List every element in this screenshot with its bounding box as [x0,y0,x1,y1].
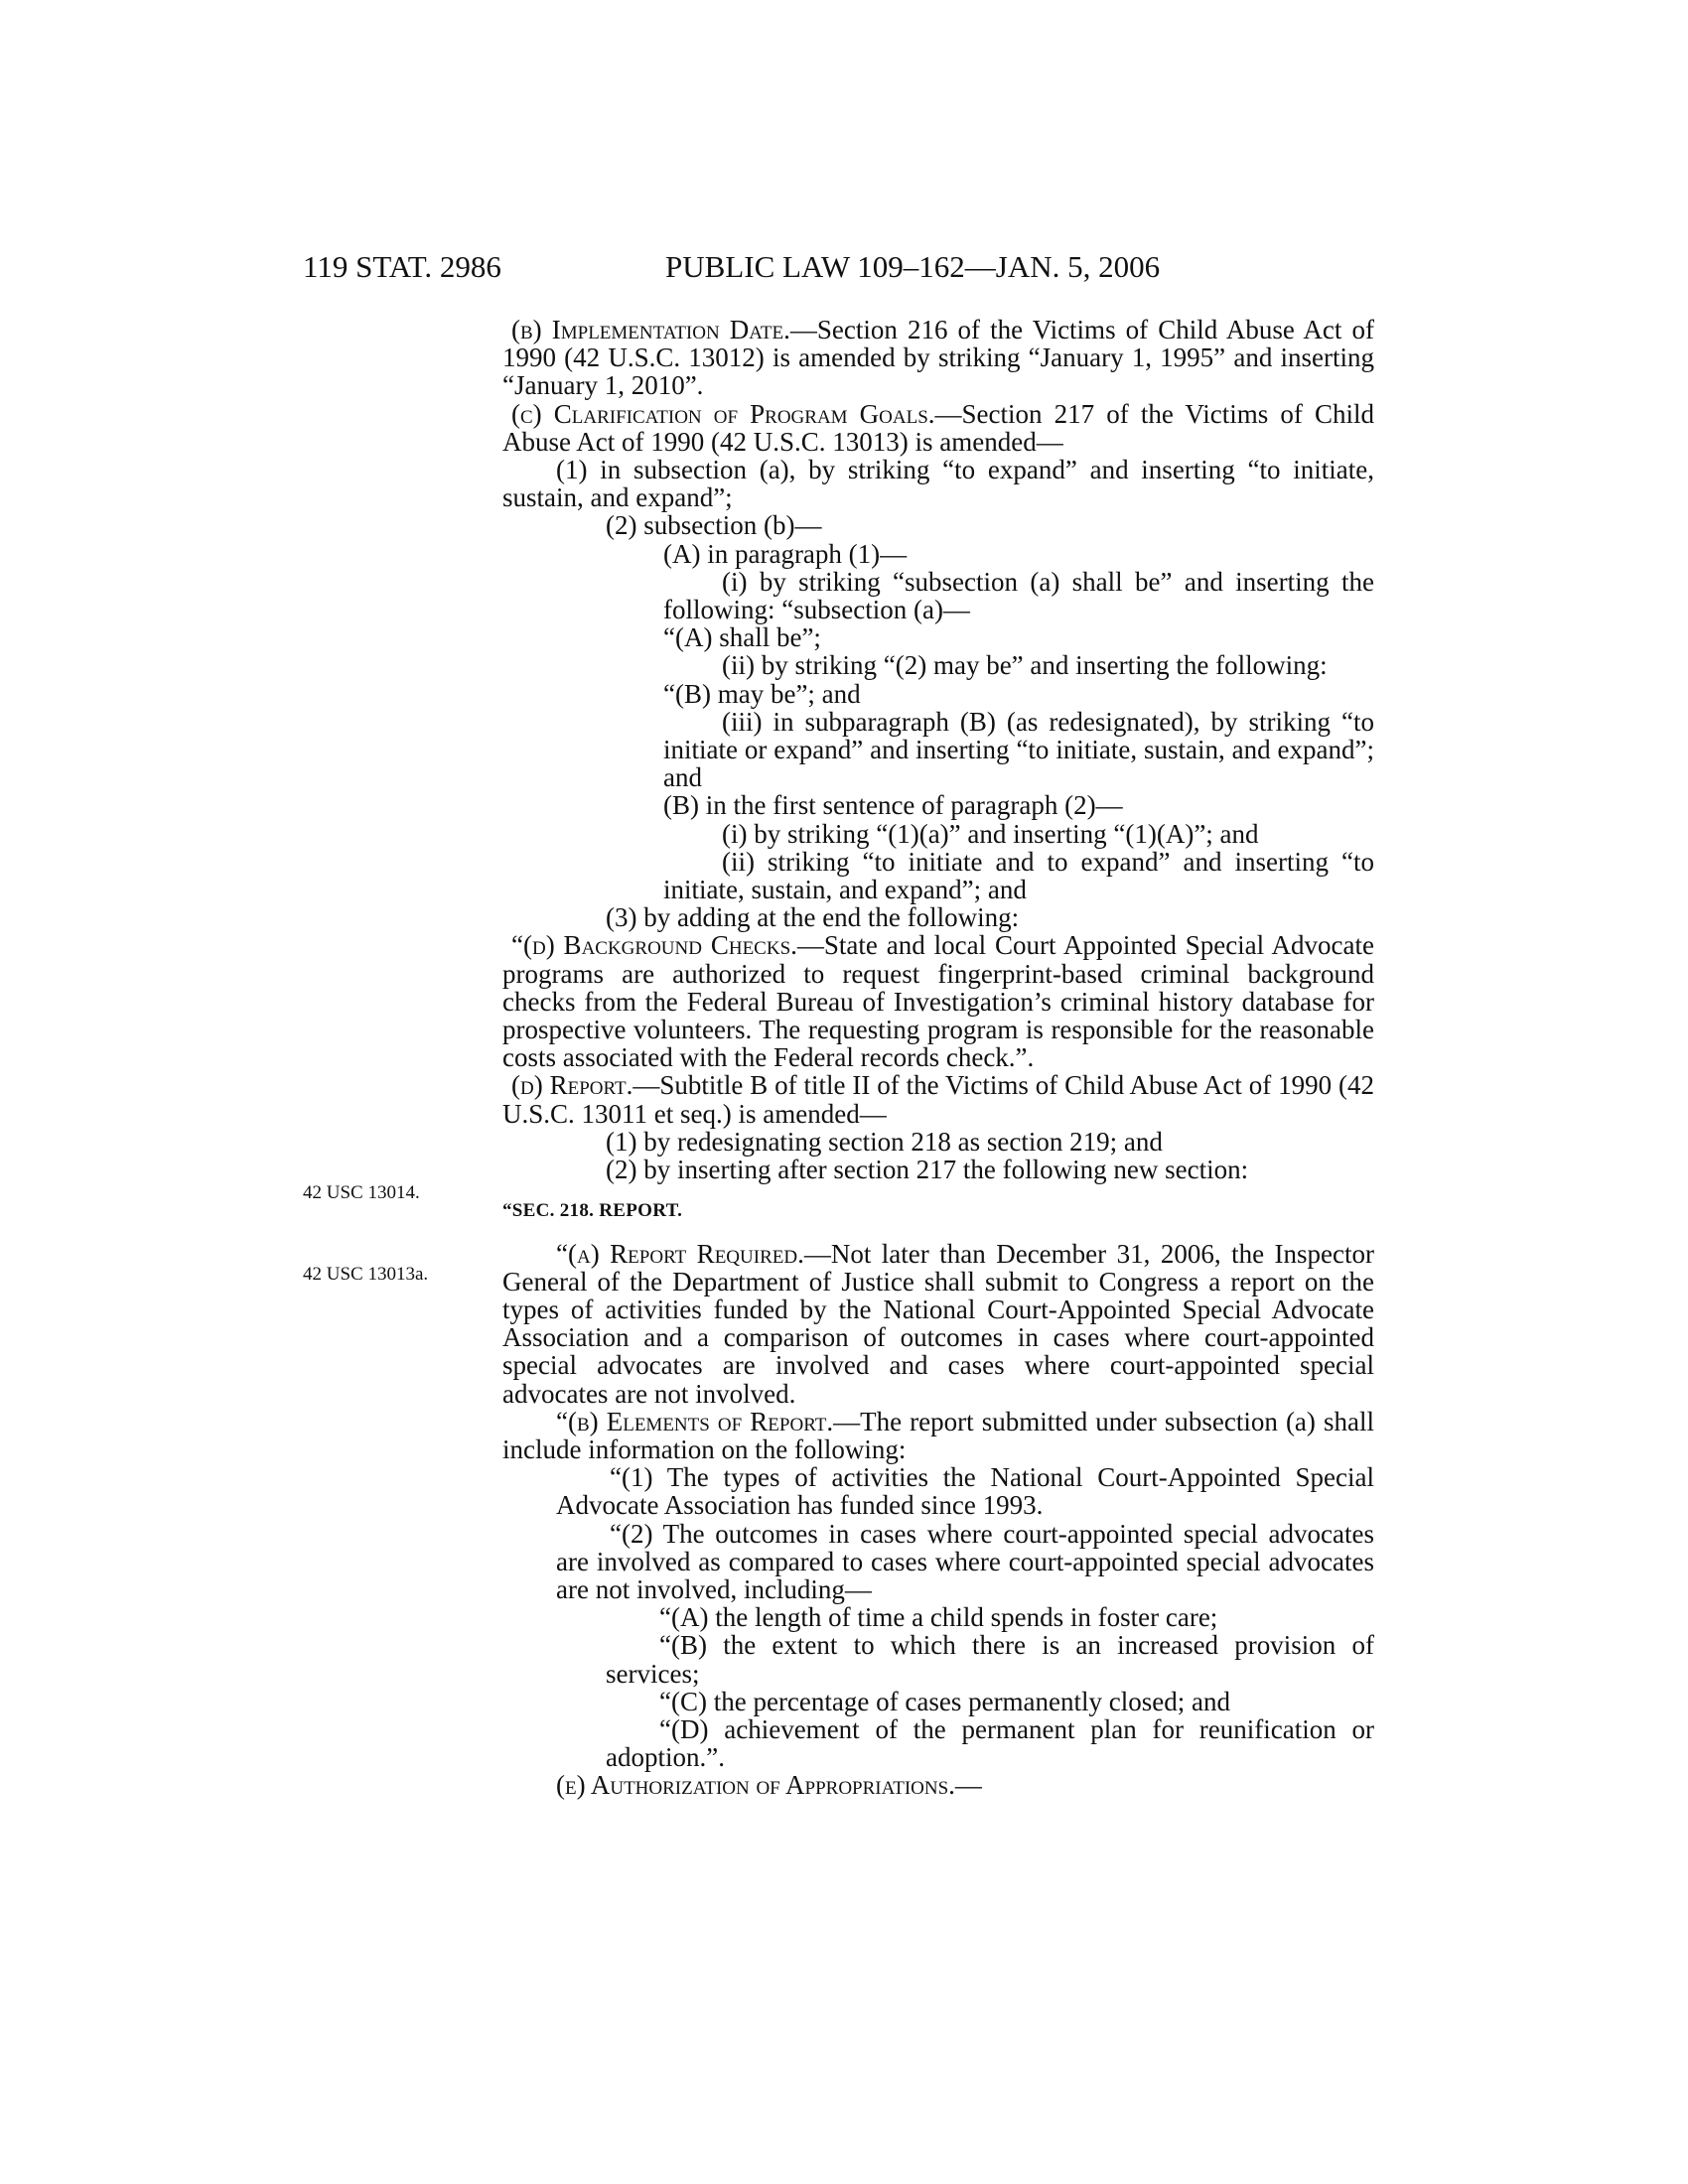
paragraph-text: — [954,1770,982,1801]
paragraph: “(1) The types of activities the National Court-Appointed Special Advocate Association has funded since 1993. [556,1462,1374,1521]
paragraph [502,1408,1374,1463]
paragraph: (ii) by striking “(2) may be” and inserting the following: [722,650,1328,681]
paragraph-text: —Subtitle B of title II of the Victims of Child Abuse Act of 1990 (42 U.S.C. 13011 et seq.) is amended— [502,1070,1374,1129]
paragraph: (iii) in subparagraph (B) (as redesignated), by striking “to initiate or expand” and inserting “to initiate, sustain, and expand”; and [663,706,1374,793]
paragraph: (1) in subsection (a), by striking “to expand” and inserting “to initiate, sustain, and expand”; [502,455,1374,513]
stat-page-number: 119 STAT. 2986 [303,249,501,284]
paragraph-heading: “(d) Background Checks. [511,930,797,961]
paragraph-text: —Section 217 of the Victims of Child Abuse Act of 1990 (42 U.S.C. 13013) is amended— [502,398,1374,457]
paragraph: “(B) the extent to which there is an increased provision of services; [606,1630,1374,1689]
paragraph [502,400,1374,456]
paragraph: “(A) shall be”; [663,622,821,653]
paragraph [502,316,1374,400]
paragraph: “(B) may be”; and [663,678,861,709]
paragraph-heading: (e) Authorization of Appropriations. [556,1770,955,1801]
paragraph-heading: (b) Implementation Date. [511,315,790,344]
paragraph: “(D) achievement of the permanent plan for reunification or adoption.”. [606,1713,1374,1773]
paragraph-heading: “(b) Elements of Report. [556,1406,834,1436]
paragraph: (A) in paragraph (1)— [663,538,908,569]
paragraph-heading: (c) Clarification of Program Goals. [511,398,935,429]
paragraph: (ii) striking “to initiate and to expand” and inserting “to initiate, sustain, and expand”; and [663,846,1374,905]
paragraph: (i) by striking “(1)(a)” and inserting “(1)(A)”; and [722,818,1259,849]
paragraph [502,931,1374,1071]
paragraph-text: —The report submitted under subsection (a) shall include information on the following: [502,1406,1374,1464]
paragraph: (1) by redesignating section 218 as section 219; and [606,1126,1163,1157]
paragraph [502,1071,1374,1127]
section-heading: “SEC. 218. REPORT. [502,1200,683,1222]
paragraph: “(A) the length of time a child spends in foster care; [659,1602,1218,1633]
paragraph: (2) by inserting after section 217 the following new section: [606,1155,1249,1185]
paragraph: (3) by adding at the end the following: [606,902,1020,933]
paragraph: (i) by striking “subsection (a) shall be” and inserting the following: “subsection (a)— [663,566,1374,625]
paragraph-heading: “(a) Report Required. [556,1238,804,1269]
paragraph [502,1240,1374,1408]
paragraph [502,1771,1374,1799]
paragraph: (2) subsection (b)— [606,510,822,541]
running-header: PUBLIC LAW 109–162—JAN. 5, 2006 [665,249,1161,284]
margin-note: 42 USC 13013a. [303,1264,429,1285]
paragraph-text: —State and local Court Appointed Special Advocate programs are authorized to request fingerprint-based criminal background checks from the Federal Bureau of Investigation’s criminal history database for prospective volunteers. The requesting program is responsible for the reasonable costs associated with the Federal records check.”. [502,930,1374,1073]
paragraph: “(2) The outcomes in cases where court-appointed special advocates are involved as compared to cases where court-appointed special advocates are not involved, including— [556,1518,1374,1604]
paragraph: (B) in the first sentence of paragraph (2)— [663,790,1123,821]
paragraph: “(C) the percentage of cases permanently closed; and [659,1686,1230,1716]
paragraph-heading: (d) Report. [511,1070,633,1101]
document-body [502,316,1374,1800]
paragraph-text: —Not later than December 31, 2006, the Inspector General of the Department of Justice shall submit to Congress a report on the types of activities funded by the National Court-Appointed Special Advocate Association and a comparison of outcomes in cases where court-appointed special advocates are involved and cases where court-appointed special advocates are not involved. [502,1238,1374,1409]
margin-note: 42 USC 13014. [303,1182,420,1203]
paragraph-text: —Section 216 of the Victims of Child Abuse Act of 1990 (42 U.S.C. 13012) is amended by striking “January 1, 1995” and inserting “January 1, 2010”. [502,315,1374,401]
